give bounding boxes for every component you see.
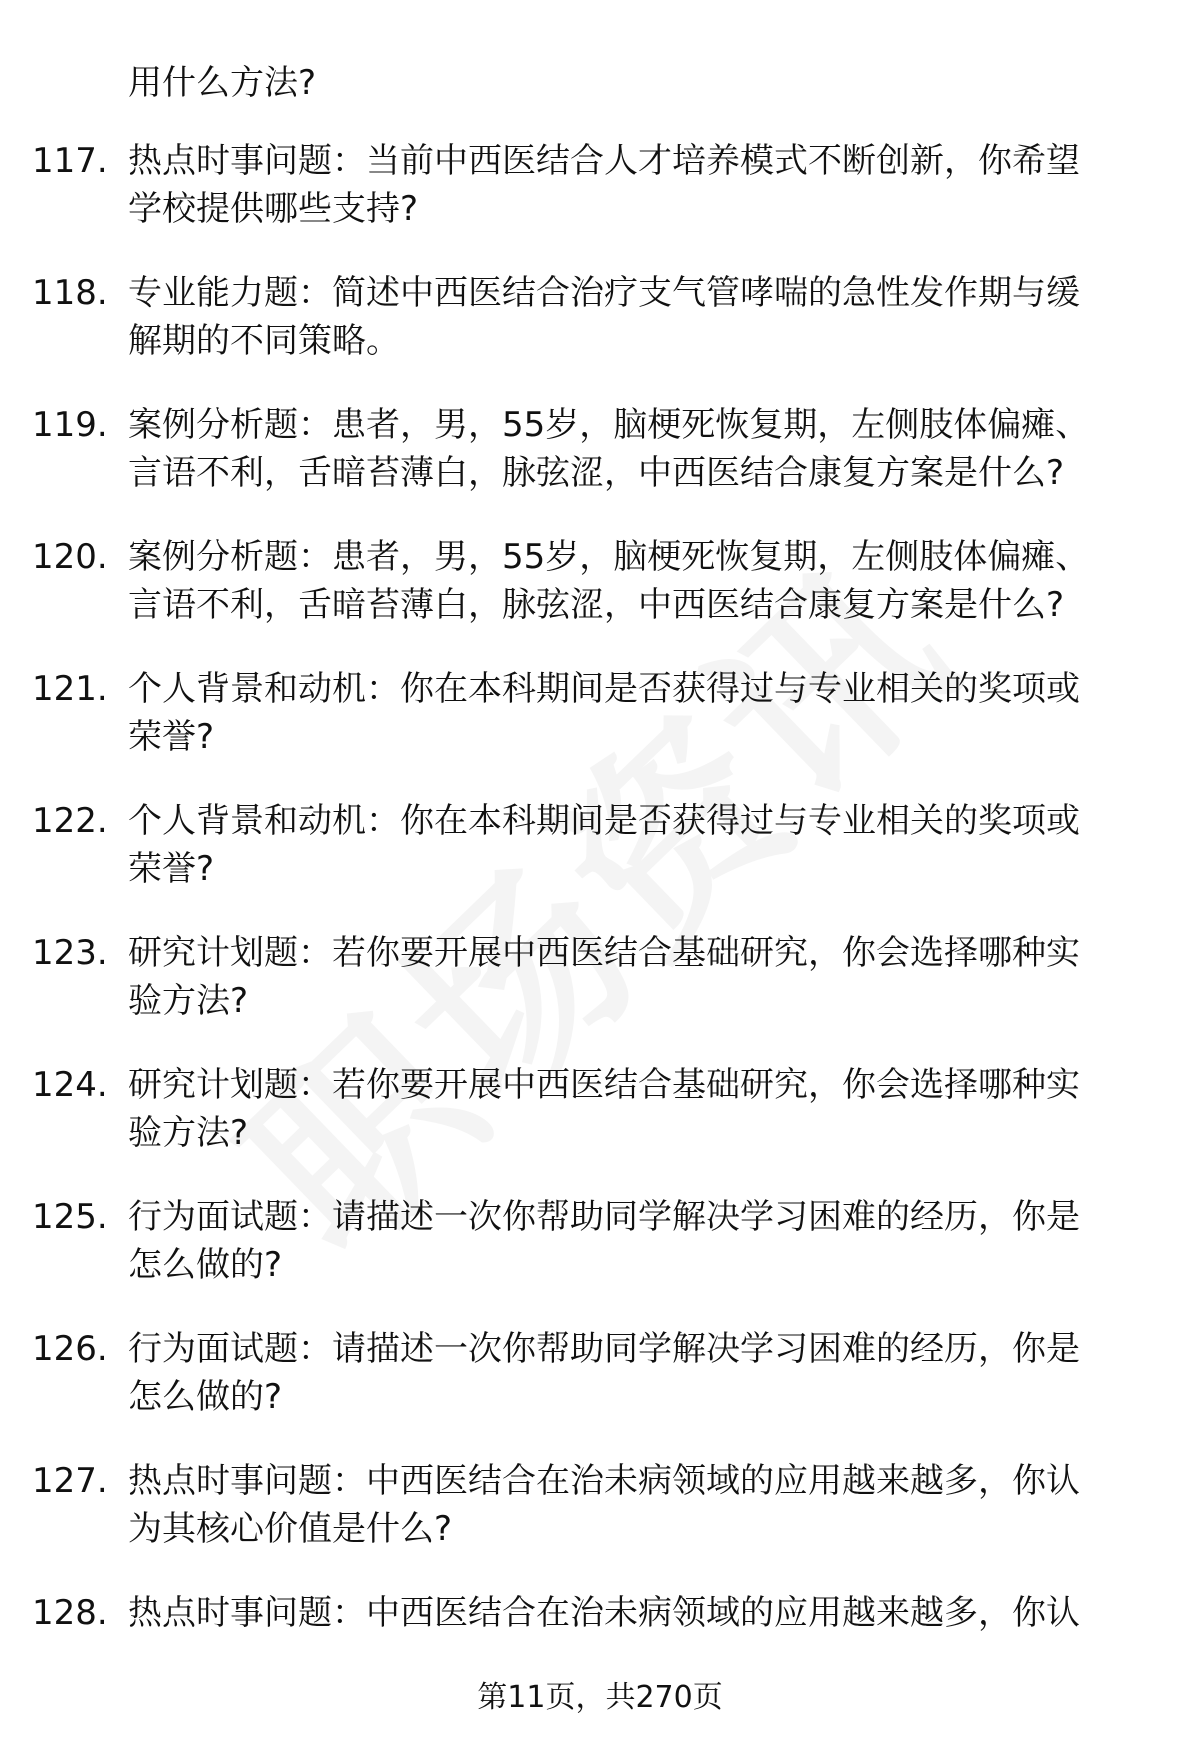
question-text-line: 学校提供哪些支持? xyxy=(128,189,419,229)
question-text-line: 怎么做的? xyxy=(128,1377,283,1417)
question-number: 123. xyxy=(32,933,108,973)
question-number: 125. xyxy=(32,1197,108,1237)
question-item xyxy=(0,1324,1200,1424)
question-text-line: 热点时事问题：中西医结合在治未病领域的应用越来越多，你认 xyxy=(128,1593,1080,1633)
question-text-line: 怎么做的? xyxy=(128,1245,283,1285)
question-text-line: 个人背景和动机：你在本科期间是否获得过与专业相关的奖项或 xyxy=(128,669,1080,709)
question-text-line: 言语不利，舌暗苔薄白，脉弦涩，中西医结合康复方案是什么? xyxy=(128,585,1065,625)
question-text-line: 荣誉? xyxy=(128,849,215,889)
question-item xyxy=(0,1456,1200,1556)
question-item xyxy=(0,532,1200,632)
question-text-line: 解期的不同策略。 xyxy=(128,321,400,361)
question-item xyxy=(0,796,1200,896)
question-text-line: 个人背景和动机：你在本科期间是否获得过与专业相关的奖项或 xyxy=(128,801,1080,841)
question-item xyxy=(0,400,1200,500)
question-number: 127. xyxy=(32,1461,108,1501)
question-number: 119. xyxy=(32,405,108,445)
continuation-line: 用什么方法? xyxy=(128,63,317,103)
question-text-line: 案例分析题：患者，男，55岁，脑梗死恢复期，左侧肢体偏瘫、 xyxy=(128,405,1090,445)
question-number: 120. xyxy=(32,537,108,577)
question-text-line: 为其核心价值是什么? xyxy=(128,1509,453,1549)
question-number: 121. xyxy=(32,669,108,709)
question-text-line: 言语不利，舌暗苔薄白，脉弦涩，中西医结合康复方案是什么? xyxy=(128,453,1065,493)
question-text-line: 案例分析题：患者，男，55岁，脑梗死恢复期，左侧肢体偏瘫、 xyxy=(128,537,1090,577)
question-number: 118. xyxy=(32,273,108,313)
question-text-line: 行为面试题：请描述一次你帮助同学解决学习困难的经历，你是 xyxy=(128,1329,1080,1369)
question-text-line: 专业能力题：简述中西医结合治疗支气管哮喘的急性发作期与缓 xyxy=(128,273,1080,313)
question-text-line: 研究计划题：若你要开展中西医结合基础研究，你会选择哪种实 xyxy=(128,933,1080,973)
question-item xyxy=(0,1588,1200,1640)
question-number: 117. xyxy=(32,141,108,181)
question-text-line: 热点时事问题：中西医结合在治未病领域的应用越来越多，你认 xyxy=(128,1461,1080,1501)
question-text-line: 行为面试题：请描述一次你帮助同学解决学习困难的经历，你是 xyxy=(128,1197,1080,1237)
question-text-line: 研究计划题：若你要开展中西医结合基础研究，你会选择哪种实 xyxy=(128,1065,1080,1105)
question-item xyxy=(0,1192,1200,1292)
page-footer: 第11页，共270页 xyxy=(477,1680,723,1715)
question-item xyxy=(0,268,1200,368)
question-number: 122. xyxy=(32,801,108,841)
question-item xyxy=(0,1060,1200,1160)
question-item xyxy=(0,136,1200,236)
question-number: 126. xyxy=(32,1329,108,1369)
question-text-line: 热点时事问题：当前中西医结合人才培养模式不断创新，你希望 xyxy=(128,141,1080,181)
question-text-line: 荣誉? xyxy=(128,717,215,757)
question-number: 128. xyxy=(32,1593,108,1633)
question-text-line: 验方法? xyxy=(128,981,249,1021)
question-text-line: 验方法? xyxy=(128,1113,249,1153)
question-number: 124. xyxy=(32,1065,108,1105)
question-item xyxy=(0,664,1200,764)
question-item xyxy=(0,928,1200,1028)
